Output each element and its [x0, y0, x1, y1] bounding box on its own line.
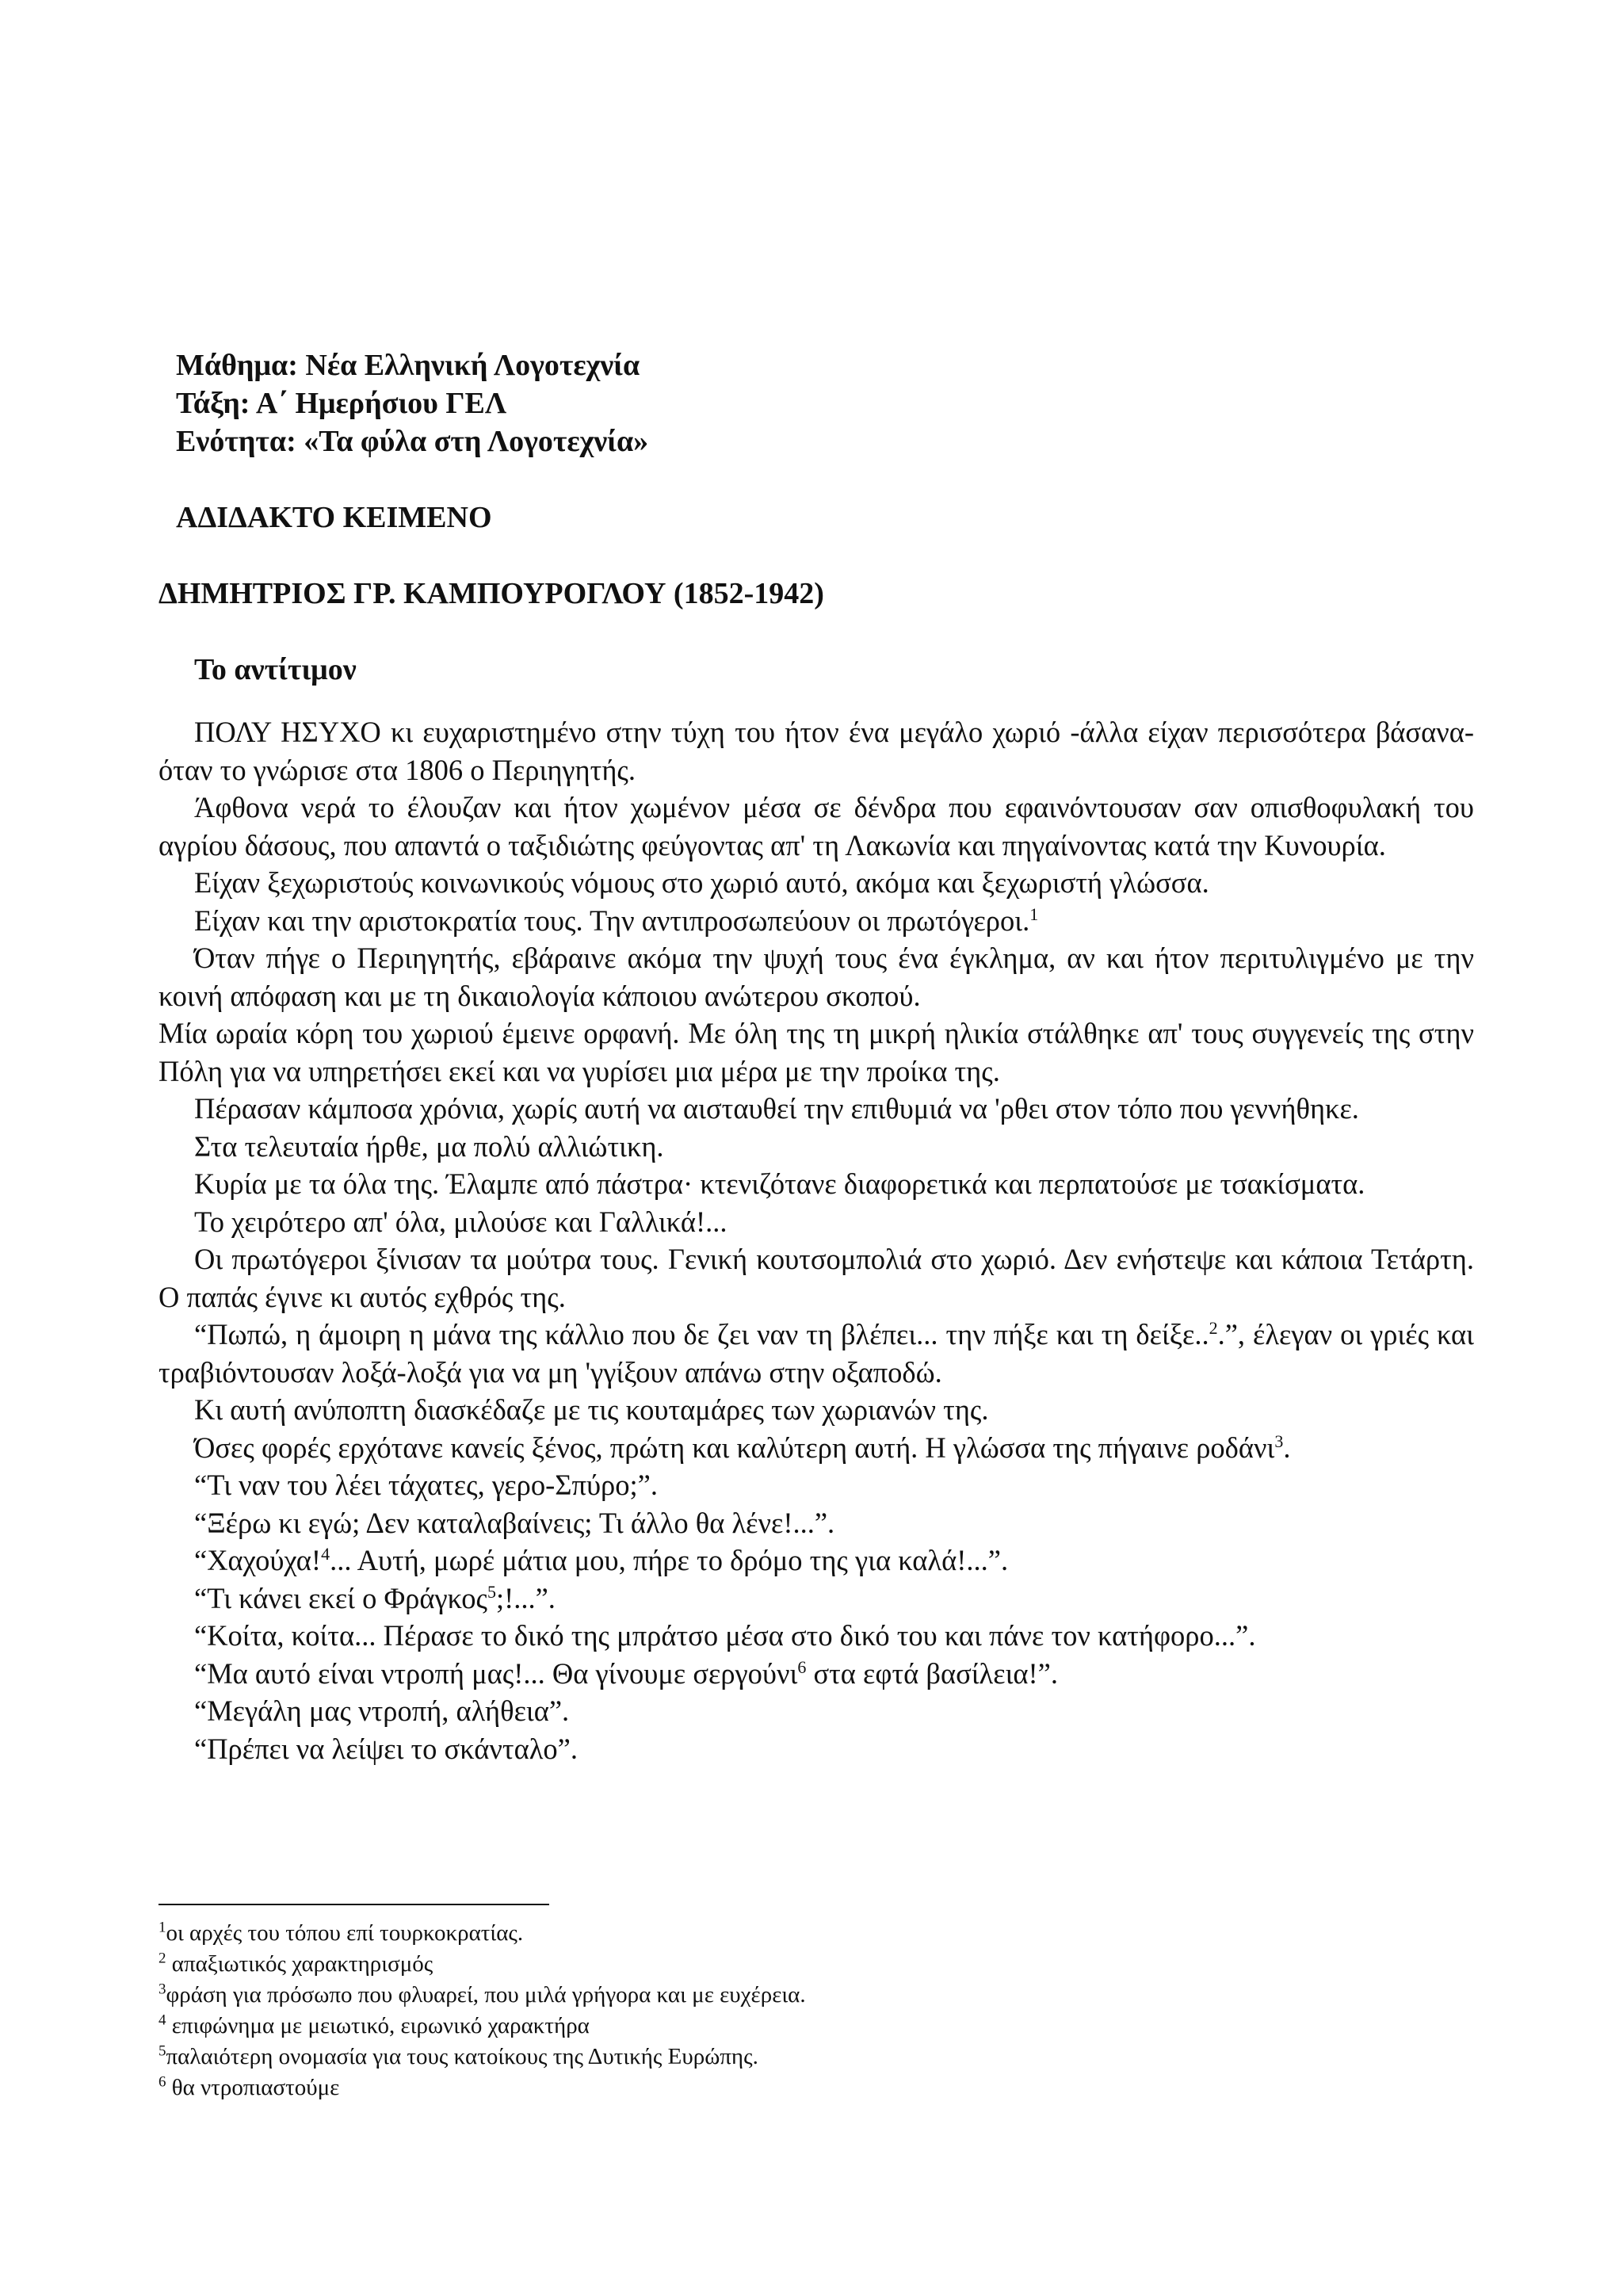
paragraph-text-continued: ... Αυτή, μωρέ μάτια μου, πήρε το δρόμο της για καλά!...”.: [330, 1544, 1009, 1576]
footnote-text: παλαιότερη ονομασία για τους κατοίκους της Δυτικής Ευρώπης.: [166, 2044, 758, 2069]
paragraph: [158, 1391, 1474, 1429]
footnote-text: απαξιωτικός χαρακτηρισμός: [166, 1951, 433, 1977]
paragraph-text: Είχαν και την αριστοκρατία τους. Την αντιπροσωπεύουν οι πρωτόγεροι.: [194, 904, 1030, 937]
paragraph-text: Κι αυτή ανύποπτη διασκέδαζε με τις κουταμάρες των χωριανών της.: [194, 1393, 989, 1426]
footnote-number: 3: [158, 1981, 166, 1998]
paragraph-text-continued: ;!...”.: [495, 1581, 556, 1614]
paragraph-text-continued: στα εφτά βασίλεια!”.: [806, 1656, 1059, 1690]
paragraph: [158, 1580, 1474, 1618]
paragraph-text: “Ξέρω κι εγώ; Δεν καταλαβαίνεις; Τι άλλο θα λένε!...”.: [194, 1506, 835, 1539]
author-line: ΔΗΜΗΤΡΙΟΣ ΓΡ. ΚΑΜΠΟΥΡΟΓΛΟΥ (1852-1942): [158, 577, 824, 610]
paragraph-text: Όταν πήγε ο Περιηγητής, εβάραινε ακόμα την ψυχή τους ένα έγκλημα, αν και ήτον περιτυλιγμένο με την κοινή απόφαση και με τη δικαιολογία κάποιου ανώτερου σκοπού.: [158, 942, 1474, 1012]
paragraph: [158, 1692, 1474, 1730]
paragraph-text: ΠΟΛΥ ΗΣΥΧΟ κι ευχαριστημένο στην τύχη του ήτον ένα μεγάλο χωριό -άλλα είχαν περισσότερα βάσανα- όταν το γνώρισε στα 1806 ο Περιηγητής.: [158, 716, 1474, 786]
paragraph-text: “Πρέπει να λείψει το σκάνταλο”.: [194, 1732, 578, 1765]
story-body: [158, 713, 1474, 1767]
paragraph-text: Το χειρότερο απ' όλα, μιλούσε και Γαλλικά!...: [194, 1205, 727, 1238]
paragraph-text: Πέρασαν κάμποσα χρόνια, χωρίς αυτή να αισταυθεί την επιθυμιά να 'ρθει στον τόπο που γεννήθηκε.: [194, 1092, 1359, 1125]
paragraph: [158, 713, 1474, 789]
footnote-text: θα ντροπιαστούμε: [166, 2075, 340, 2100]
footnote-number: 6: [158, 2073, 166, 2091]
footnote: [158, 1980, 1474, 2011]
paragraph-text-continued: .: [1283, 1431, 1291, 1464]
paragraph: [158, 1541, 1474, 1580]
paragraph: [158, 864, 1474, 902]
footnote: [158, 1918, 1474, 1949]
unseen-text-label: ΑΔΙΔΑΚΤΟ ΚΕΙΜΕΝΟ: [176, 501, 492, 534]
paragraph-text: “Πωπώ, η άμοιρη η μάνα της κάλλιο που δε ζει ναν τη βλέπει... την πήξε και τη δείξε..: [194, 1318, 1209, 1350]
paragraph-text: “Τι ναν του λέει τάχατες, γερο-Σπύρο;”.: [194, 1469, 658, 1501]
footnotes-section: [158, 1918, 1474, 2103]
footnote-marker: 4: [321, 1543, 330, 1564]
footnote-marker: 5: [487, 1581, 496, 1602]
paragraph-text: “Μεγάλη μας ντροπή, αλήθεια”.: [194, 1694, 570, 1727]
footnote-marker: 3: [1274, 1431, 1284, 1451]
paragraph-text: “Τι κάνει εκεί ο Φράγκος: [194, 1581, 487, 1614]
paragraph: [158, 1203, 1474, 1241]
footnote-text: οι αρχές του τόπου επί τουρκοκρατίας.: [166, 1920, 524, 1946]
story-title: Το αντίτιμον: [194, 653, 357, 686]
paragraph: [158, 902, 1474, 940]
footnote-number: 2: [158, 1950, 166, 1967]
paragraph: [158, 1466, 1474, 1504]
paragraph-text: “Κοίτα, κοίτα... Πέρασε το δικό της μπράτσο μέσα στο δικό του και πάνε τον κατήφορο...”.: [194, 1619, 1256, 1652]
footnote: [158, 1949, 1474, 1980]
paragraph: [158, 1014, 1474, 1090]
paragraph-text: Είχαν ξεχωριστούς κοινωνικούς νόμους στο χωριό αυτό, ακόμα και ξεχωριστή γλώσσα.: [194, 866, 1209, 899]
paragraph: [158, 1429, 1474, 1467]
paragraph: [158, 789, 1474, 864]
footnote-number: 5: [158, 2042, 166, 2060]
paragraph: [158, 1165, 1474, 1203]
paragraph: [158, 1128, 1474, 1166]
unit-line: Ενότητα: «Τα φύλα στη Λογοτεχνία»: [176, 425, 649, 458]
footnote: [158, 2011, 1474, 2042]
paragraph: [158, 1655, 1474, 1693]
paragraph-text: Στα τελευταία ήρθε, μα πολύ αλλιώτικη.: [194, 1129, 664, 1163]
paragraph: [158, 939, 1474, 1014]
footnote: [158, 2073, 1474, 2103]
paragraph: [158, 1504, 1474, 1542]
paragraph-text: “Μα αυτό είναι ντροπή μας!... Θα γίνουμε σεργούνι: [194, 1656, 798, 1690]
footnote-marker: 2: [1209, 1317, 1218, 1338]
paragraph: [158, 1730, 1474, 1768]
footnote-number: 4: [158, 2011, 166, 2029]
paragraph: [158, 1617, 1474, 1655]
paragraph-text: Οι πρωτόγεροι ξίνισαν τα μούτρα τους. Γενική κουτσομπολιά στο χωριό. Δεν ενήστεψε και κάποια Τετάρτη. Ο παπάς έγινε κι αυτός εχθρός της.: [158, 1243, 1474, 1313]
paragraph-text: Άφθονα νερά το έλουζαν και ήτον χωμένον μέσα σε δένδρα που εφαινόντουσαν σαν οπισθοφυλακή του αγρίου δάσους, που απαντά ο ταξιδιώτης φεύγοντας απ' τη Λακωνία και πηγαίνοντας κατά την Κυνουρία.: [158, 791, 1474, 861]
paragraph: [158, 1316, 1474, 1391]
paragraph: [158, 1090, 1474, 1128]
subject-line: Μάθημα: Νέα Ελληνική Λογοτεχνία: [176, 349, 640, 382]
paragraph: [158, 1240, 1474, 1316]
footnote-text: επιφώνημα με μειωτικό, ειρωνικό χαρακτήρα: [166, 2013, 590, 2038]
paragraph-text: Όσες φορές ερχότανε κανείς ξένος, πρώτη και καλύτερη αυτή. Η γλώσσα της πήγαινε ροδάνι: [194, 1431, 1275, 1464]
class-line: Τάξη: Α΄ Ημερήσιου ΓΕΛ: [176, 387, 507, 420]
footnote-number: 1: [158, 1919, 166, 1936]
footnote-text: φράση για πρόσωπο που φλυαρεί, που μιλά γρήγορα και με ευχέρεια.: [166, 1982, 806, 2008]
paragraph-text: Κυρία με τα όλα της. Έλαμπε από πάστρα· κτενιζότανε διαφορετικά και περπατούσε με τσακίσματα.: [194, 1167, 1365, 1200]
footnote: [158, 2042, 1474, 2073]
paragraph-text: “Χαχούχα!: [194, 1544, 322, 1576]
paragraph-text: Μία ωραία κόρη του χωριού έμεινε ορφανή. Με όλη της τη μικρή ηλικία στάλθηκε απ' τους συγγενείς της στην Πόλη για να υπηρετήσει εκεί και να γυρίσει μια μέρα με την προίκα της.: [158, 1017, 1474, 1087]
footnote-divider: [158, 1904, 549, 1905]
footnote-marker: 1: [1029, 904, 1039, 924]
paragraph-text-continued: .”, έλεγαν οι γριές και τραβιόντουσαν λοξά-λοξά για να μη 'γγίξουν απάνω στην οξαποδώ.: [158, 1318, 1474, 1389]
footnote-marker: 6: [797, 1656, 807, 1677]
